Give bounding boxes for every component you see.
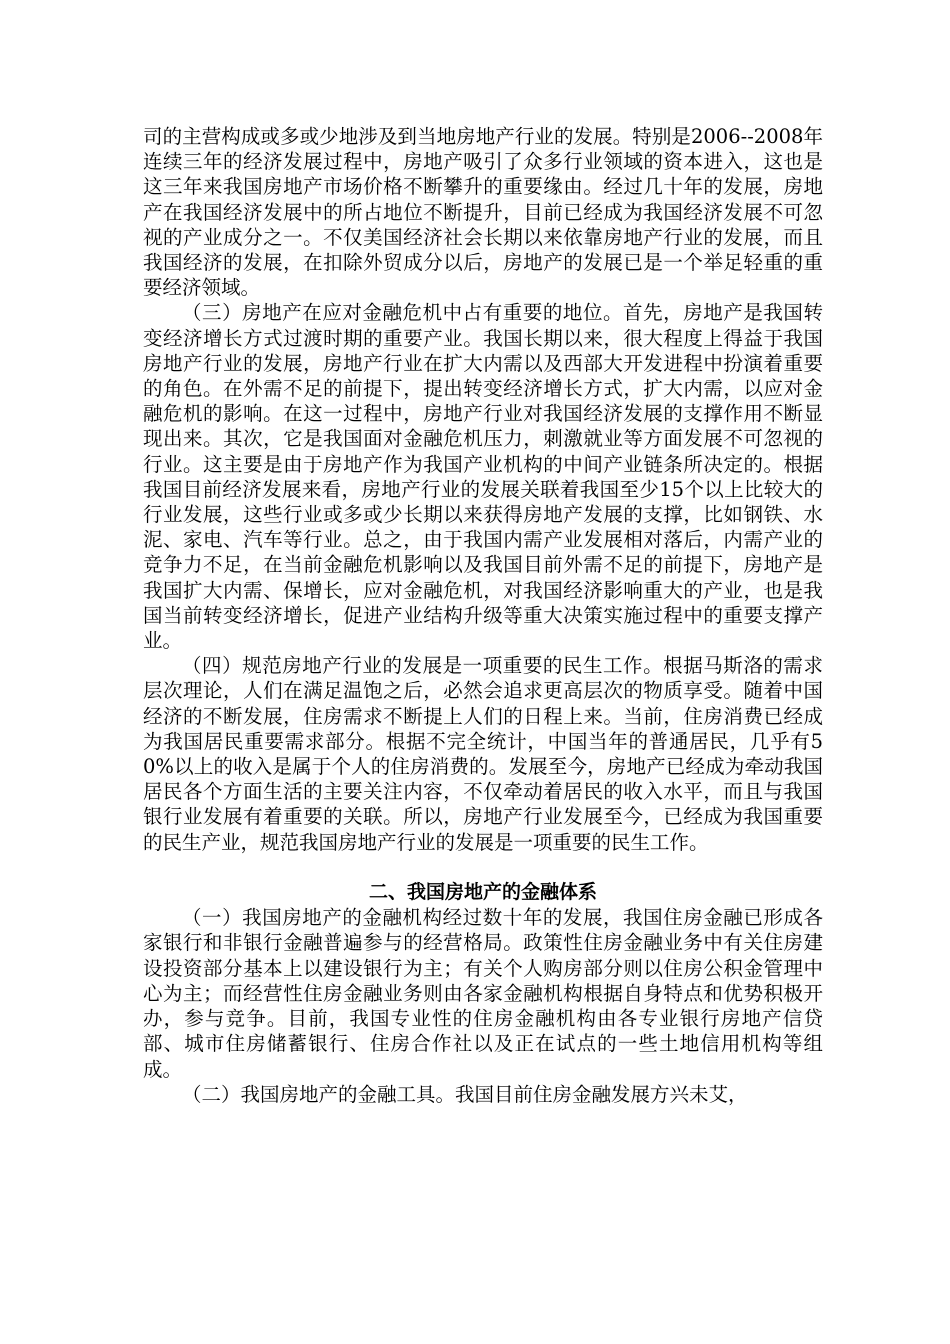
paragraph-section-4: （四）规范房地产行业的发展是一项重要的民生工作。根据马斯洛的需求层次理论，人们在满足温饱之后，必然会追求更高层次的物质享受。随着中国经济的不断发展，住房需求不断提上人们的日程上来。当前，住房消费已经成为我国居民重要需求部分。根据不完全统计，中国当年的普通居民，几乎有50%以上的收入是属于个人的住房消费的。发展至今，房地产已经成为牵动我国居民各个方面生活的主要关注内容，不仅牵动着居民的收入水平，而且与我国银行业发展有着重要的关联。所以，房地产行业发展至今，已经成为我国重要的民生产业，规范我国房地产行业的发展是一项重要的民生工作。 xyxy=(143,654,823,854)
paragraph-financial-instruments: （二）我国房地产的金融工具。我国目前住房金融发展方兴未艾， xyxy=(182,1082,748,1106)
paragraph-financial-institutions: （一）我国房地产的金融机构经过数十年的发展，我国住房金融已形成各家银行和非银行金融普遍参与的经营格局。政策性住房金融业务中有关住房建设投资部分基本上以建设银行为主；有关个人购房部分则以住房公积金管理中心为主；而经营性住房金融业务则由各家金融机构根据自身特点和优势积极开办，参与竞争。目前，我国专业性的住房金融机构由各专业银行房地产信贷部、城市住房储蓄银行、住房合作社以及正在试点的一些土地信用机构等组成。 xyxy=(143,906,823,1081)
paragraph-continuation: 司的主营构成或多或少地涉及到当地房地产行业的发展。特别是2006--2008年连续三年的经济发展过程中，房地产吸引了众多行业领域的资本进入，这也是这三年来我国房地产市场价格不断攀升的重要缘由。经过几十年的发展，房地产在我国经济发展中的所占地位不断提升，目前已经成为我国经济发展不可忽视的产业成分之一。不仅美国经济社会长期以来依靠房地产行业的发展，而且我国经济的发展，在扣除外贸成分以后，房地产的发展已是一个举足轻重的重要经济领域。 xyxy=(143,125,823,300)
paragraph-section-3: （三）房地产在应对金融危机中占有重要的地位。首先，房地产是我国转变经济增长方式过渡时期的重要产业。我国长期以来，很大程度上得益于我国房地产行业的发展，房地产行业在扩大内需以及西部大开发进程中扮演着重要的角色。在外需不足的前提下，提出转变经济增长方式，扩大内需，以应对金融危机的影响。在这一过程中，房地产行业对我国经济发展的支撑作用不断显现出来。其次，它是我国面对金融危机压力，刺激就业等方面发展不可忽视的行业。这主要是由于房地产作为我国产业机构的中间产业链条所决定的。根据我国目前经济发展来看，房地产行业的发展关联着我国至少15个以上比较大的行业发展，这些行业或多或少长期以来获得房地产发展的支撑，比如钢铁、水泥、家电、汽车等行业。总之，由于我国内需产业发展相对落后，内需产业的竞争力不足，在当前金融危机影响以及我国目前外需不足的前提下，房地产是我国扩大内需、保增长，应对金融危机，对我国经济影响重大的产业，也是我国当前转变经济增长，促进产业结构升级等重大决策实施过程中的重要支撑产业。 xyxy=(143,301,823,653)
blank-line xyxy=(143,855,823,880)
section-heading: 二、我国房地产的金融体系 xyxy=(368,881,597,904)
document-body xyxy=(143,124,823,1107)
